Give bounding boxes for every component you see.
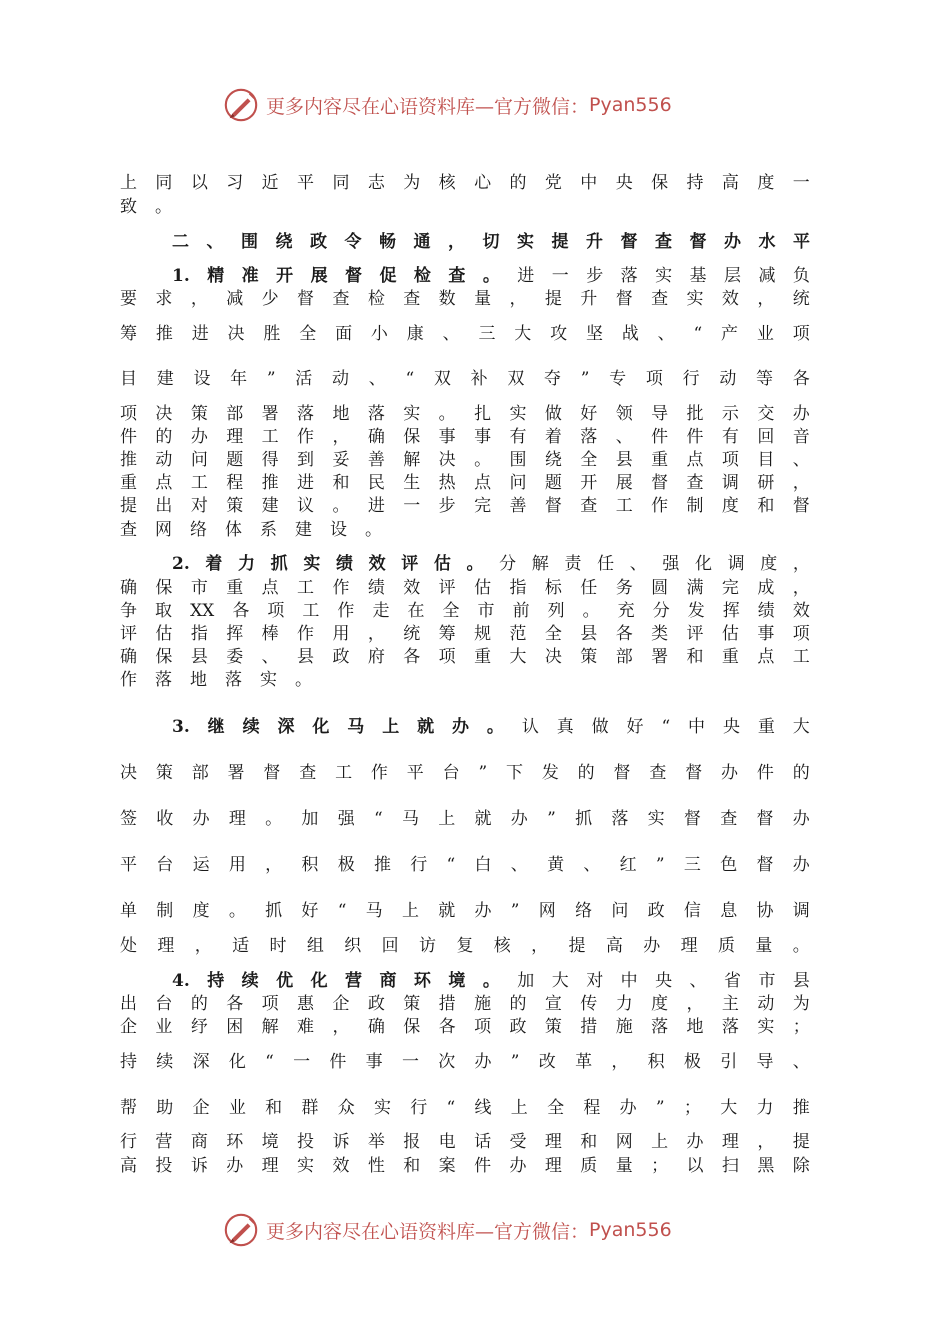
text-line: 决 策 部 署 督 查 工 作 平 台 ” 下 发 的 督 查 督 办 件 的 [120,763,810,783]
text-line: 签 收 办 理 。 加 强 “ 马 上 就 办 ” 抓 落 实 督 查 督 办 [120,809,810,829]
header-banner-text: 更多内容尽在心语资料库—官方微信： [266,95,590,118]
header-banner-id: Pyan556 [589,94,672,116]
text-line: 重 点 工 程 推 进 和 民 生 热 点 问 题 开 展 督 查 调 研 ， [120,473,810,493]
footer-banner-id: Pyan556 [589,1219,672,1241]
text-line: 高 投 诉 办 理 实 效 性 和 案 件 办 理 质 量 ； 以 扫 黑 除 [120,1156,810,1176]
text-line: 争 取 XX 各 项 工 作 走 在 全 市 前 列 。 充 分 发 挥 绩 效 [120,601,810,621]
text-line: 企 业 纾 困 解 难 ， 确 保 各 项 政 策 措 施 落 地 落 实 ； [120,1017,810,1037]
text-line: 二 、 围 绕 政 令 畅 通 ， 切 实 提 升 督 查 督 办 水 平 [172,232,810,252]
footer-banner [222,1210,722,1250]
text-line: 确 保 市 重 点 工 作 绩 效 评 估 指 标 任 务 圆 满 完 成 ， [120,578,810,598]
text-line: 上 同 以 习 近 平 同 志 为 核 心 的 党 中 央 保 持 高 度 一 [120,173,810,193]
header-banner [222,85,722,125]
text-line: 3. 继 续 深 化 马 上 就 办 。 认 真 做 好 “ 中 央 重 大 [172,717,810,737]
text-line: 平 台 运 用 ， 积 极 推 行 “ 白 、 黄 、 红 ” 三 色 督 办 [120,855,810,875]
pen-logo-icon [222,86,260,124]
text-line: 出 台 的 各 项 惠 企 政 策 措 施 的 宣 传 力 度 ， 主 动 为 [120,994,810,1014]
text-line: 行 营 商 环 境 投 诉 举 报 电 话 受 理 和 网 上 办 理 ， 提 [120,1132,810,1152]
text-line: 提 出 对 策 建 议 。 进 一 步 完 善 督 查 工 作 制 度 和 督 [120,496,810,516]
text-line: 查 网 络 体 系 建 设 。 [120,520,382,540]
text-line: 处 理 ， 适 时 组 织 回 访 复 核 ， 提 高 办 理 质 量 。 [120,936,810,956]
text-line: 帮 助 企 业 和 群 众 实 行 “ 线 上 全 程 办 ” ； 大 力 推 [120,1098,810,1118]
pen-logo-icon [222,1211,260,1249]
text-line: 2. 着 力 抓 实 绩 效 评 估 。 分 解 责 任 、 强 化 调 度 ， [172,554,810,574]
text-line: 件 的 办 理 工 作 ， 确 保 事 事 有 着 落 、 件 件 有 回 音 [120,427,810,447]
text-line: 评 估 指 挥 棒 作 用 ， 统 筹 规 范 全 县 各 类 评 估 事 项 [120,624,810,644]
footer-banner-text: 更多内容尽在心语资料库—官方微信： [266,1220,590,1243]
text-line: 1. 精 准 开 展 督 促 检 查 。 进 一 步 落 实 基 层 减 负 [172,266,810,286]
text-line: 项 决 策 部 署 落 地 落 实 。 扎 实 做 好 领 导 批 示 交 办 [120,404,810,424]
text-line: 筹 推 进 决 胜 全 面 小 康 、 三 大 攻 坚 战 、 “ 产 业 项 [120,324,810,344]
text-line: 单 制 度 。 抓 好 “ 马 上 就 办 ” 网 络 问 政 信 息 协 调 [120,901,810,921]
text-line: 目 建 设 年 ” 活 动 、 “ 双 补 双 夺 ” 专 项 行 动 等 各 [120,369,810,389]
text-line: 确 保 县 委 、 县 政 府 各 项 重 大 决 策 部 署 和 重 点 工 [120,647,810,667]
text-line: 作 落 地 落 实 。 [120,670,312,690]
text-line: 持 续 深 化 “ 一 件 事 一 次 办 ” 改 革 ， 积 极 引 导 、 [120,1052,810,1072]
text-line: 要 求 ， 减 少 督 查 检 查 数 量 ， 提 升 督 查 实 效 ， 统 [120,289,810,309]
text-line: 致 。 [120,197,172,217]
text-line: 4. 持 续 优 化 营 商 环 境 。 加 大 对 中 央 、 省 市 县 [172,971,810,991]
text-line: 推 动 问 题 得 到 妥 善 解 决 。 围 绕 全 县 重 点 项 目 、 [120,450,810,470]
